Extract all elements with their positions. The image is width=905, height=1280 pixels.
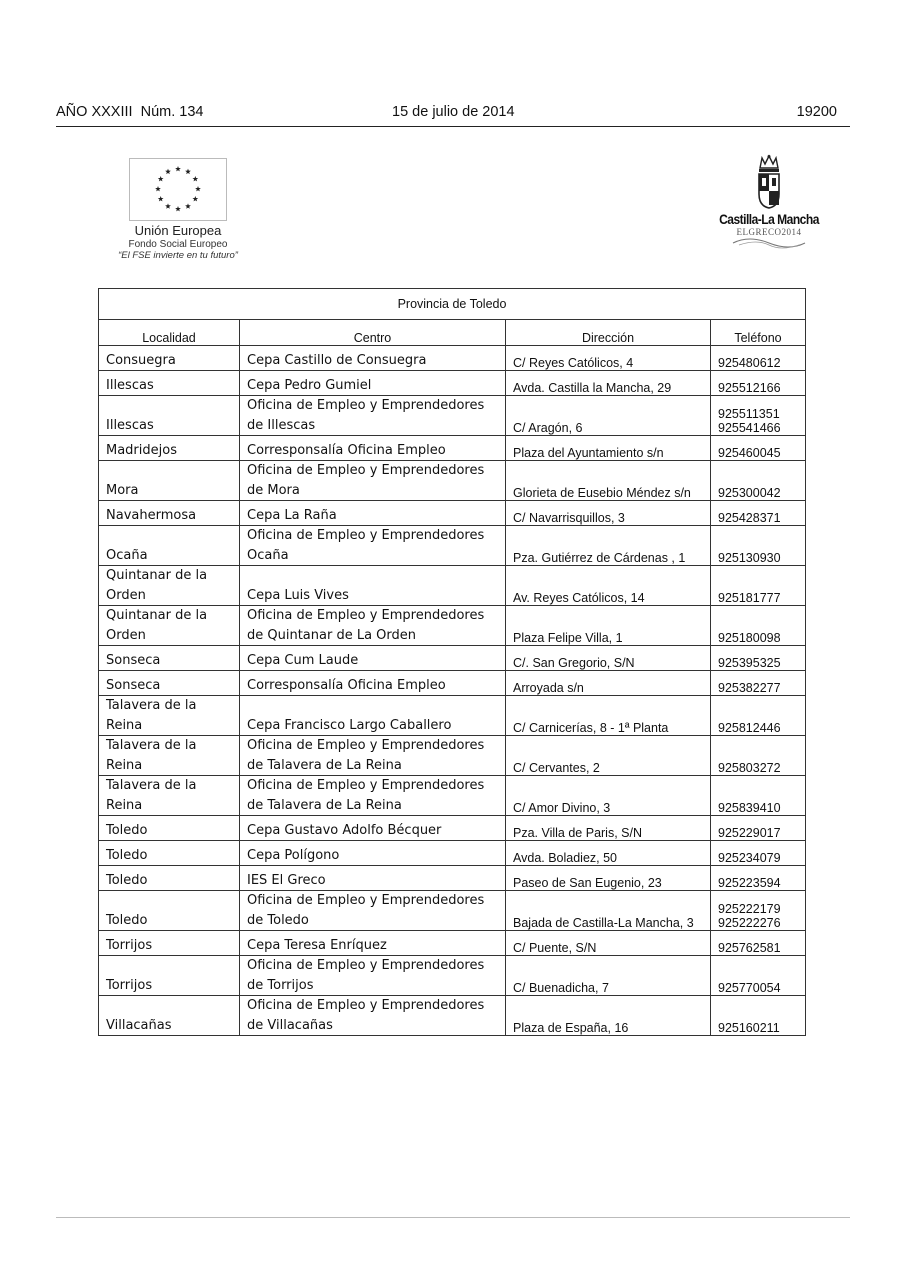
cell-centro	[240, 461, 506, 501]
cell-direccion	[506, 671, 711, 696]
cell-telefono	[711, 501, 806, 526]
cell-line: Consuegra	[106, 352, 176, 368]
cell-telefono	[711, 671, 806, 696]
cell-line: Ocaña	[247, 547, 289, 563]
cell-line: Talavera de la	[106, 738, 197, 753]
cell-localidad	[99, 841, 240, 866]
cell-line: 925222179	[718, 902, 781, 916]
cell-centro	[240, 736, 506, 776]
cell-line: de Toledo	[247, 912, 309, 928]
star-icon	[185, 203, 191, 208]
cell-centro	[240, 346, 506, 371]
cell-centro	[240, 371, 506, 396]
eu-fund: Fondo Social Europeo	[128, 239, 228, 250]
table-row	[99, 736, 806, 776]
cell-direccion	[506, 371, 711, 396]
column-header-direccion: Dirección	[506, 320, 711, 346]
swirl-ornament-icon	[729, 237, 809, 249]
cell-line: de Talavera de La Reina	[247, 797, 402, 813]
table-row	[99, 371, 806, 396]
cell-centro	[240, 996, 506, 1036]
clm-name: Castilla-La Mancha	[719, 211, 819, 227]
cell-line: Ocaña	[106, 547, 148, 563]
table-caption: Provincia de Toledo	[99, 289, 806, 320]
cell-line: C/ Aragón, 6	[513, 421, 583, 435]
cell-line: C/ Carnicerías, 8 - 1ª Planta	[513, 721, 669, 735]
cell-direccion	[506, 841, 711, 866]
cell-telefono	[711, 346, 806, 371]
cell-telefono	[711, 606, 806, 646]
cell-line: Oficina de Empleo y Emprendedores	[247, 738, 485, 753]
cell-line: Reina	[106, 717, 143, 733]
cell-direccion	[506, 501, 711, 526]
cell-line: C/ Reyes Católicos, 4	[513, 356, 634, 370]
cell-line: Oficina de Empleo y Emprendedores	[247, 998, 485, 1013]
cell-line: Villacañas	[106, 1017, 172, 1033]
cell-line: Plaza del Ayuntamiento s/n	[513, 446, 664, 460]
cell-line: 925770054	[718, 981, 781, 995]
cell-telefono	[711, 841, 806, 866]
cell-direccion	[506, 776, 711, 816]
cell-telefono	[711, 931, 806, 956]
column-header-centro: Centro	[240, 320, 506, 346]
cell-line: Oficina de Empleo y Emprendedores	[247, 398, 485, 413]
cell-direccion	[506, 606, 711, 646]
cell-line: 925223594	[718, 876, 781, 890]
column-header-localidad: Localidad	[99, 320, 240, 346]
cell-telefono	[711, 866, 806, 891]
cell-centro	[240, 646, 506, 671]
cell-localidad	[99, 776, 240, 816]
table-row	[99, 436, 806, 461]
star-icon	[192, 176, 198, 181]
star-icon	[192, 196, 198, 201]
cell-line: Illescas	[106, 417, 154, 433]
cell-line: 925382277	[718, 681, 781, 695]
cell-direccion	[506, 646, 711, 671]
table-row	[99, 841, 806, 866]
eu-motto: “El FSE invierte en tu futuro”	[118, 250, 238, 261]
cell-line: Plaza Felipe Villa, 1	[513, 631, 623, 645]
cell-line: Torrijos	[106, 937, 153, 953]
cell-localidad	[99, 606, 240, 646]
cell-line: Avda. Boladiez, 50	[513, 851, 618, 865]
star-icon	[165, 203, 171, 208]
cell-line: 925511351	[718, 407, 780, 421]
cell-line: IES El Greco	[247, 872, 326, 888]
cell-telefono	[711, 891, 806, 931]
cell-localidad	[99, 396, 240, 436]
cell-telefono	[711, 461, 806, 501]
cell-line: Cepa Teresa Enríquez	[247, 937, 387, 953]
cell-line: 925428371	[718, 511, 781, 525]
cell-line: Toledo	[106, 822, 148, 838]
cell-line: Cepa Castillo de Consuegra	[247, 352, 427, 368]
cell-centro	[240, 776, 506, 816]
cell-localidad	[99, 996, 240, 1036]
cell-line: 925395325	[718, 656, 781, 670]
cell-line: Oficina de Empleo y Emprendedores	[247, 778, 485, 793]
cell-telefono	[711, 736, 806, 776]
cell-line: Talavera de la	[106, 698, 197, 713]
cell-centro	[240, 436, 506, 461]
star-icon	[158, 176, 164, 181]
cell-localidad	[99, 816, 240, 841]
cell-localidad	[99, 696, 240, 736]
cell-line: Sonseca	[106, 677, 161, 693]
table-row	[99, 566, 806, 606]
cell-line: Cepa Pedro Gumiel	[247, 377, 372, 393]
cell-localidad	[99, 371, 240, 396]
cell-line: 925803272	[718, 761, 781, 775]
cell-line: Madridejos	[106, 442, 177, 458]
cell-line: Talavera de la	[106, 778, 197, 793]
cell-centro	[240, 526, 506, 566]
cell-line: Glorieta de Eusebio Méndez s/n	[513, 486, 691, 500]
cell-centro	[240, 891, 506, 931]
cell-localidad	[99, 931, 240, 956]
cell-line: Cepa Luis Vives	[247, 587, 349, 603]
cell-line: Avda. Castilla la Mancha, 29	[513, 381, 672, 395]
clm-logo	[706, 154, 832, 249]
cell-line: Pza. Gutiérrez de Cárdenas , 1	[513, 551, 686, 565]
cell-centro	[240, 501, 506, 526]
column-header-telefono: Teléfono	[711, 320, 806, 346]
cell-telefono	[711, 816, 806, 841]
table-row	[99, 671, 806, 696]
cell-line: Corresponsalía Oficina Empleo	[247, 677, 446, 693]
cell-line: Oficina de Empleo y Emprendedores	[247, 893, 485, 908]
cell-line: Arroyada s/n	[513, 681, 584, 695]
cell-line: de Quintanar de La Orden	[247, 627, 417, 643]
star-icon	[175, 206, 181, 211]
cell-centro	[240, 566, 506, 606]
cell-line: C/ Puente, S/N	[513, 941, 597, 955]
cell-centro	[240, 396, 506, 436]
cell-line: Sonseca	[106, 652, 161, 668]
cell-direccion	[506, 436, 711, 461]
cell-line: Corresponsalía Oficina Empleo	[247, 442, 446, 458]
star-icon	[158, 196, 164, 201]
cell-line: de Villacañas	[247, 1017, 333, 1033]
cell-localidad	[99, 501, 240, 526]
cell-direccion	[506, 461, 711, 501]
cell-localidad	[99, 736, 240, 776]
cell-line: Toledo	[106, 847, 148, 863]
cell-line: 925541466	[718, 421, 781, 435]
table-row	[99, 996, 806, 1036]
cell-line: 925812446	[718, 721, 781, 735]
cell-line: Mora	[106, 482, 139, 498]
cell-centro	[240, 816, 506, 841]
cell-direccion	[506, 996, 711, 1036]
star-icon	[175, 166, 181, 171]
cell-line: Illescas	[106, 377, 154, 393]
cell-localidad	[99, 346, 240, 371]
star-icon	[195, 186, 201, 191]
cell-line: Plaza de España, 16	[513, 1021, 629, 1035]
cell-line: de Illescas	[247, 417, 316, 433]
cell-line: 925839410	[718, 801, 781, 815]
crown-crest-icon	[754, 154, 784, 210]
table-row	[99, 866, 806, 891]
cell-line: 925762581	[718, 941, 781, 955]
cell-telefono	[711, 371, 806, 396]
cell-telefono	[711, 436, 806, 461]
page-number: 19200	[796, 104, 837, 120]
cell-centro	[240, 866, 506, 891]
cell-line: C/. San Gregorio, S/N	[513, 656, 635, 670]
cell-line: Oficina de Empleo y Emprendedores	[247, 958, 485, 973]
cell-localidad	[99, 646, 240, 671]
cell-direccion	[506, 816, 711, 841]
table-row	[99, 816, 806, 841]
cell-telefono	[711, 956, 806, 996]
cell-line: 925229017	[718, 826, 781, 840]
cell-direccion	[506, 866, 711, 891]
cell-line: Pza. Villa de Paris, S/N	[513, 826, 642, 840]
cell-line: Cepa Cum Laude	[247, 652, 359, 668]
cell-line: 925300042	[718, 486, 781, 500]
table-row	[99, 606, 806, 646]
cell-localidad	[99, 461, 240, 501]
centers-table	[98, 288, 806, 1036]
cell-line: 925130930	[718, 551, 781, 565]
cell-line: 925180098	[718, 631, 781, 645]
cell-line: Toledo	[106, 912, 148, 928]
cell-line: Bajada de Castilla-La Mancha, 3	[513, 916, 694, 930]
cell-line: Reina	[106, 797, 143, 813]
table-row	[99, 461, 806, 501]
cell-line: Quintanar de la	[106, 608, 208, 623]
cell-telefono	[711, 566, 806, 606]
cell-centro	[240, 931, 506, 956]
cell-direccion	[506, 696, 711, 736]
footer-rule	[56, 1217, 850, 1218]
cell-telefono	[711, 996, 806, 1036]
cell-localidad	[99, 436, 240, 461]
cell-centro	[240, 696, 506, 736]
table-row	[99, 776, 806, 816]
table-row	[99, 646, 806, 671]
publication-date: 15 de julio de 2014	[392, 104, 515, 120]
cell-line: 925160211	[718, 1021, 780, 1035]
page-header	[56, 104, 850, 127]
cell-line: Paseo de San Eugenio, 23	[513, 876, 662, 890]
cell-localidad	[99, 526, 240, 566]
cell-line: Cepa Gustavo Adolfo Bécquer	[247, 822, 442, 838]
cell-localidad	[99, 956, 240, 996]
cell-line: de Mora	[247, 482, 300, 498]
cell-telefono	[711, 696, 806, 736]
cell-line: Oficina de Empleo y Emprendedores	[247, 463, 485, 478]
cell-direccion	[506, 566, 711, 606]
cell-direccion	[506, 526, 711, 566]
cell-line: Av. Reyes Católicos, 14	[513, 591, 645, 605]
cell-line: de Talavera de La Reina	[247, 757, 402, 773]
cell-line: C/ Amor Divino, 3	[513, 801, 611, 815]
cell-direccion	[506, 736, 711, 776]
table-row	[99, 501, 806, 526]
table-row	[99, 956, 806, 996]
cell-line: Cepa Francisco Largo Caballero	[247, 717, 452, 733]
cell-line: Cepa Polígono	[247, 847, 340, 863]
cell-centro	[240, 956, 506, 996]
cell-direccion	[506, 891, 711, 931]
eu-logo	[108, 158, 248, 261]
cell-line: Reina	[106, 757, 143, 773]
cell-telefono	[711, 646, 806, 671]
cell-direccion	[506, 346, 711, 371]
cell-localidad	[99, 891, 240, 931]
cell-line: Oficina de Empleo y Emprendedores	[247, 608, 485, 623]
cell-localidad	[99, 866, 240, 891]
cell-localidad	[99, 671, 240, 696]
table-row	[99, 891, 806, 931]
star-icon	[185, 169, 191, 174]
clm-tagline: ELGRECO2014	[736, 227, 802, 237]
cell-centro	[240, 841, 506, 866]
cell-line: Oficina de Empleo y Emprendedores	[247, 528, 485, 543]
cell-line: 925480612	[718, 356, 781, 370]
table-row	[99, 396, 806, 436]
cell-line: C/ Cervantes, 2	[513, 761, 600, 775]
cell-localidad	[99, 566, 240, 606]
cell-line: C/ Buenadicha, 7	[513, 981, 609, 995]
issue-number: AÑO XXXIII Núm. 134	[56, 104, 204, 120]
star-icon	[155, 186, 161, 191]
table-row	[99, 346, 806, 371]
cell-telefono	[711, 396, 806, 436]
cell-line: Quintanar de la	[106, 568, 208, 583]
cell-line: Torrijos	[106, 977, 153, 993]
cell-telefono	[711, 776, 806, 816]
cell-line: de Torrijos	[247, 977, 314, 993]
table-row	[99, 696, 806, 736]
cell-direccion	[506, 956, 711, 996]
cell-centro	[240, 606, 506, 646]
cell-direccion	[506, 931, 711, 956]
cell-direccion	[506, 396, 711, 436]
cell-line: 925460045	[718, 446, 781, 460]
table-row	[99, 931, 806, 956]
cell-line: Orden	[106, 587, 146, 603]
cell-line: 925222276	[718, 916, 781, 930]
cell-line: Toledo	[106, 872, 148, 888]
eu-flag-icon	[129, 158, 227, 221]
star-icon	[165, 169, 171, 174]
cell-line: Navahermosa	[106, 507, 197, 523]
cell-line: 925512166	[718, 381, 781, 395]
cell-line: C/ Navarrisquillos, 3	[513, 511, 625, 525]
eu-name: Unión Europea	[134, 223, 222, 238]
cell-line: 925234079	[718, 851, 781, 865]
cell-centro	[240, 671, 506, 696]
cell-line: Cepa La Raña	[247, 507, 337, 523]
cell-line: Orden	[106, 627, 146, 643]
table-row	[99, 526, 806, 566]
cell-telefono	[711, 526, 806, 566]
cell-line: 925181777	[718, 591, 781, 605]
